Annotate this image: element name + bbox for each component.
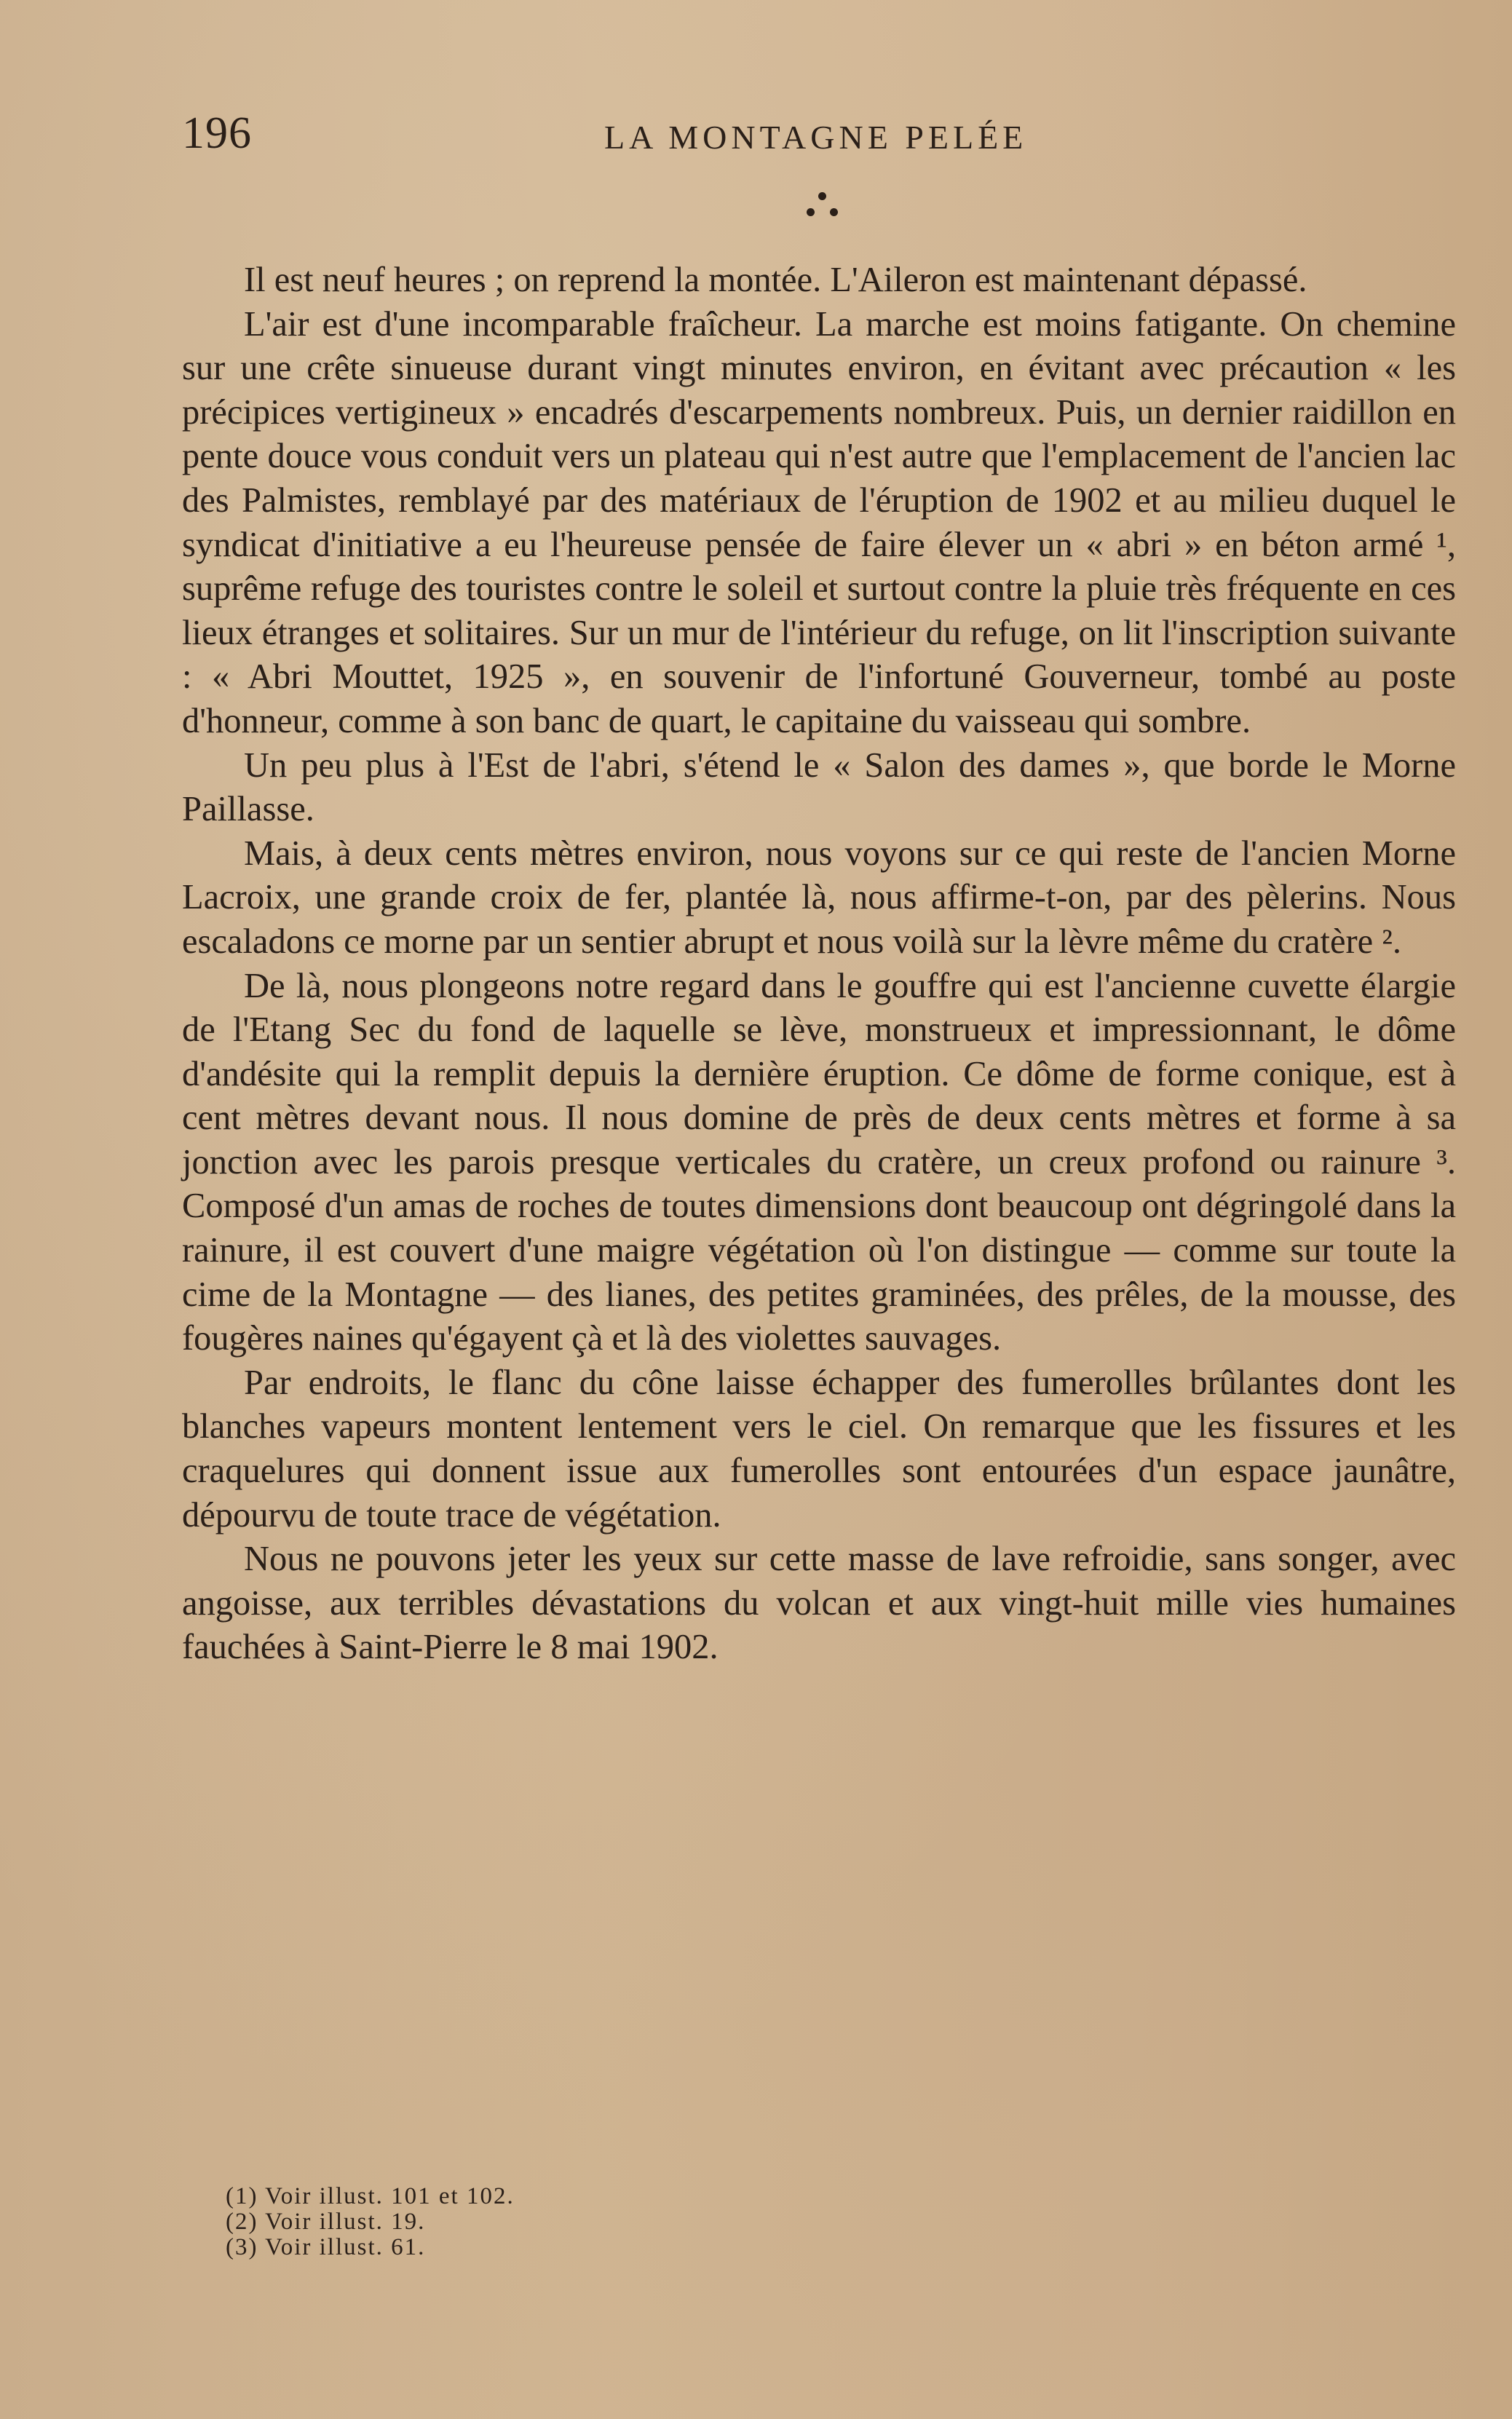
paragraph: De là, nous plongeons notre regard dans le gouffre qui est l'ancienne cuvette élargie de l'Etang Sec du fond de laquelle se lève, monstrueux et impressionnant, le dôme d'andésite qui la remplit depuis la dernière éruption. Ce dôme de forme conique, est à cent mètres devant nous. Il nous domine de près de deux cents mètres et forme à sa jonction avec les parois presque verticales du cratère, un creux profond ou rainure ³. Composé d'un amas de roches de toutes dimensions dont beaucoup ont dégringolé dans la rainure, il est couvert d'une maigre végétation où l'on distingue — comme sur toute la cime de la Montagne — des lianes, des petites graminées, des prêles, de la mousse, des fougères naines qu'égayent çà et là des violettes sauvages. (182, 966, 1456, 1358)
paragraph: Il est neuf heures ; on reprend la montée. L'Aileron est maintenant dépassé. (244, 261, 1307, 299)
footnotes (226, 2184, 1172, 2260)
paragraph: Un peu plus à l'Est de l'abri, s'étend le « Salon des dames », que borde le Morne Paillasse. (182, 745, 1456, 829)
paragraph: L'air est d'une incomparable fraîcheur. La marche est moins fatigante. On chemine sur une crête sinueuse durant vingt minutes environ, en évitant avec précaution « les précipices vertigineux » encadrés d'escarpements nombreux. Puis, un dernier raidillon en pente douce vous conduit vers un plateau qui n'est autre que l'emplacement de l'ancien lac des Palmistes, remblayé par des matériaux de l'éruption de 1902 et au milieu duquel le syndicat d'initiative a eu l'heureuse pensée de faire élever un « abri » en béton armé ¹, suprême refuge des touristes contre le soleil et surtout contre la pluie très fréquente en ces lieux étranges et solitaires. Sur un mur de l'intérieur du refuge, on lit l'inscription suivante : « Abri Mouttet, 1925 », en souvenir de l'infortuné Gouverneur, tombé au poste d'honneur, comme à son banc de quart, le capitaine du vaisseau qui sombre. (182, 304, 1456, 740)
asterism-dot-left (807, 208, 815, 216)
footnote: (1) Voir illust. 101 et 102. (226, 2183, 515, 2209)
asterism-icon (801, 188, 844, 231)
paragraph: Par endroits, le flanc du cône laisse échapper des fumerolles brûlantes dont les blanches vapeurs montent lentement vers le ciel. On remarque que les fissures et les craquelures qui donnent issue aux fumerolles sont entourées d'un espace jaunâtre, dépourvu de toute trace de végétation. (182, 1363, 1456, 1535)
footnote: (3) Voir illust. 61. (226, 2234, 426, 2260)
paragraph: Mais, à deux cents mètres environ, nous voyons sur ce qui reste de l'ancien Morne Lacroix, une grande croix de fer, plantée là, nous affirme-t-on, par des pèlerins. Nous escaladons ce morne par un sentier abrupt et nous voilà sur la lèvre même du cratère ². (182, 834, 1456, 961)
body-text (182, 258, 1456, 1670)
asterism-dot-top (818, 192, 826, 200)
page-header (182, 108, 1456, 166)
footnote: (2) Voir illust. 19. (226, 2209, 426, 2235)
asterism-dot-right (830, 208, 838, 216)
page-number: 196 (182, 108, 252, 158)
running-title: LA MONTAGNE PELÉE (604, 119, 1028, 156)
paragraph: Nous ne pouvons jeter les yeux sur cette masse de lave refroidie, sans songer, avec angoisse, aux terribles dévastations du volcan et aux vingt-huit mille vies humaines fauchées à Saint-Pierre le 8 mai 1902. (182, 1540, 1456, 1667)
